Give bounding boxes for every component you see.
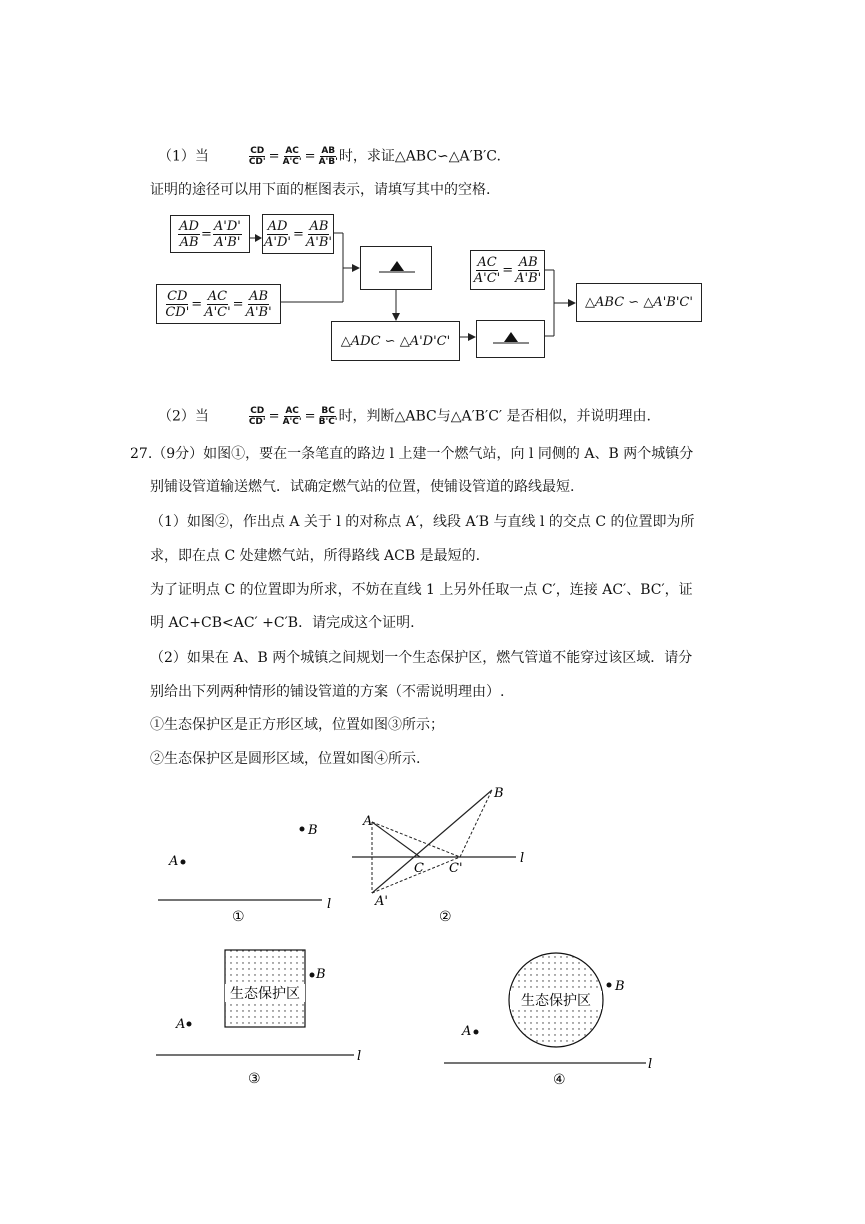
flow-box-ad-ratio: $\frac{AD}{A'D'}$ = $\frac{AB}{A'B'}$: [262, 214, 334, 254]
q27-line-8: 别给出下列两种情形的铺设管道的方案（不需说明理由）.: [150, 684, 505, 700]
flow-box-given-ratio: $\frac{CD}{CD'}$ = $\frac{AC}{A'C'}$ = $\frac{AB}{A'B'}$: [156, 284, 281, 324]
fraction: $\frac{AB}{A'B'}$: [318, 146, 338, 167]
figure-4: [444, 953, 652, 1088]
part2-line: （2）当 $\frac{CD}{CD'}$ = $\frac{AC}{A'C'}$ = $\frac{BC}{B'C'}$ 时，判断△ABC与△A′B′C′ 是否相似，并说明理由.: [158, 406, 652, 427]
caption-4: ④: [553, 1072, 566, 1088]
q27-line-6: 明 AC+CB<AC′ +C′B．请完成这个证明.: [150, 615, 415, 631]
part1-line: （1）当 $\frac{CD}{CD'}$ = $\frac{AC}{A'C'}$ = $\frac{AB}{A'B'}$ 时，求证△ABC∽△A′B′C.: [158, 146, 501, 167]
label-B: B: [615, 979, 625, 994]
flow-box-ac-ratio: $\frac{AC}{A'C'}$ = $\frac{AB}{A'B'}$: [470, 250, 545, 290]
figure-3: [156, 950, 361, 1087]
caption-2: ②: [439, 909, 452, 925]
fraction: $\frac{AC}{A'C'}$: [282, 146, 302, 167]
caption-1: ①: [232, 909, 245, 925]
label-C-prime: C': [449, 861, 463, 876]
figure-1: [158, 823, 331, 925]
label-l: l: [520, 851, 525, 866]
zone-label: 生态保护区: [521, 993, 591, 1009]
flow-box-ad-ab: $\frac{AD}{AB}$ = $\frac{A'D'}{A'B'}$: [170, 215, 250, 253]
q27-line-9: ①生态保护区是正方形区域，位置如图③所示；: [150, 717, 444, 733]
label-B: B: [316, 967, 326, 982]
flow-box-adc-similar: △ADC ∽ △A'D'C': [331, 321, 460, 361]
fraction: $\frac{AC}{A'C'}$: [282, 406, 302, 427]
label-A: A: [363, 814, 373, 829]
label-A: A: [169, 854, 179, 869]
instruction-text: 证明的途径可以用下面的框图表示，请填写其中的空格.: [150, 182, 491, 198]
label-C: C: [414, 861, 424, 876]
q27-line-5: 为了证明点 C 的位置即为所求，不妨在直线 1 上另外任取一点 C′，连接 AC′、BC′，证: [150, 582, 693, 598]
label-l: l: [327, 897, 332, 912]
q27-line-7: （2）如果在 A、B 两个城镇之间规划一个生态保护区，燃气管道不能穿过该区域．请分: [150, 650, 693, 666]
flow-box-result: △ABC ∽ △A'B'C': [576, 283, 702, 322]
q27-line-1: 27.（9分）如图①，要在一条笔直的路边 l 上建一个燃气站，向 l 同侧的 A、B 两个城镇分: [130, 446, 694, 462]
label-A: A: [462, 1024, 472, 1039]
q27-line-4: 求，即在点 C 处建燃气站，所得路线 ACB 是最短的.: [150, 548, 481, 564]
label-A-prime: A': [375, 894, 388, 909]
label-B: B: [308, 823, 318, 838]
caption-3: ③: [248, 1071, 261, 1087]
fraction: $\frac{BC}{B'C'}$: [318, 406, 338, 427]
q27-line-3: （1）如图②，作出点 A 关于 l 的对称点 A′，线段 A′B 与直线 l 的交点 C 的位置即为所: [150, 514, 695, 530]
q27-line-2: 别铺设管道输送燃气．试确定燃气站的位置，使铺设管道的路线最短.: [150, 479, 575, 495]
label-l: l: [357, 1049, 362, 1064]
fraction: $\frac{CD}{CD'}$: [248, 146, 266, 167]
label-B: B: [494, 786, 504, 801]
label-A: A: [176, 1017, 186, 1032]
figure-2: [352, 786, 524, 925]
q27-line-10: ②生态保护区是圆形区域，位置如图④所示.: [150, 751, 421, 767]
fraction: $\frac{CD}{CD'}$: [248, 406, 266, 427]
zone-label: 生态保护区: [230, 986, 300, 1002]
label-l: l: [648, 1057, 653, 1072]
